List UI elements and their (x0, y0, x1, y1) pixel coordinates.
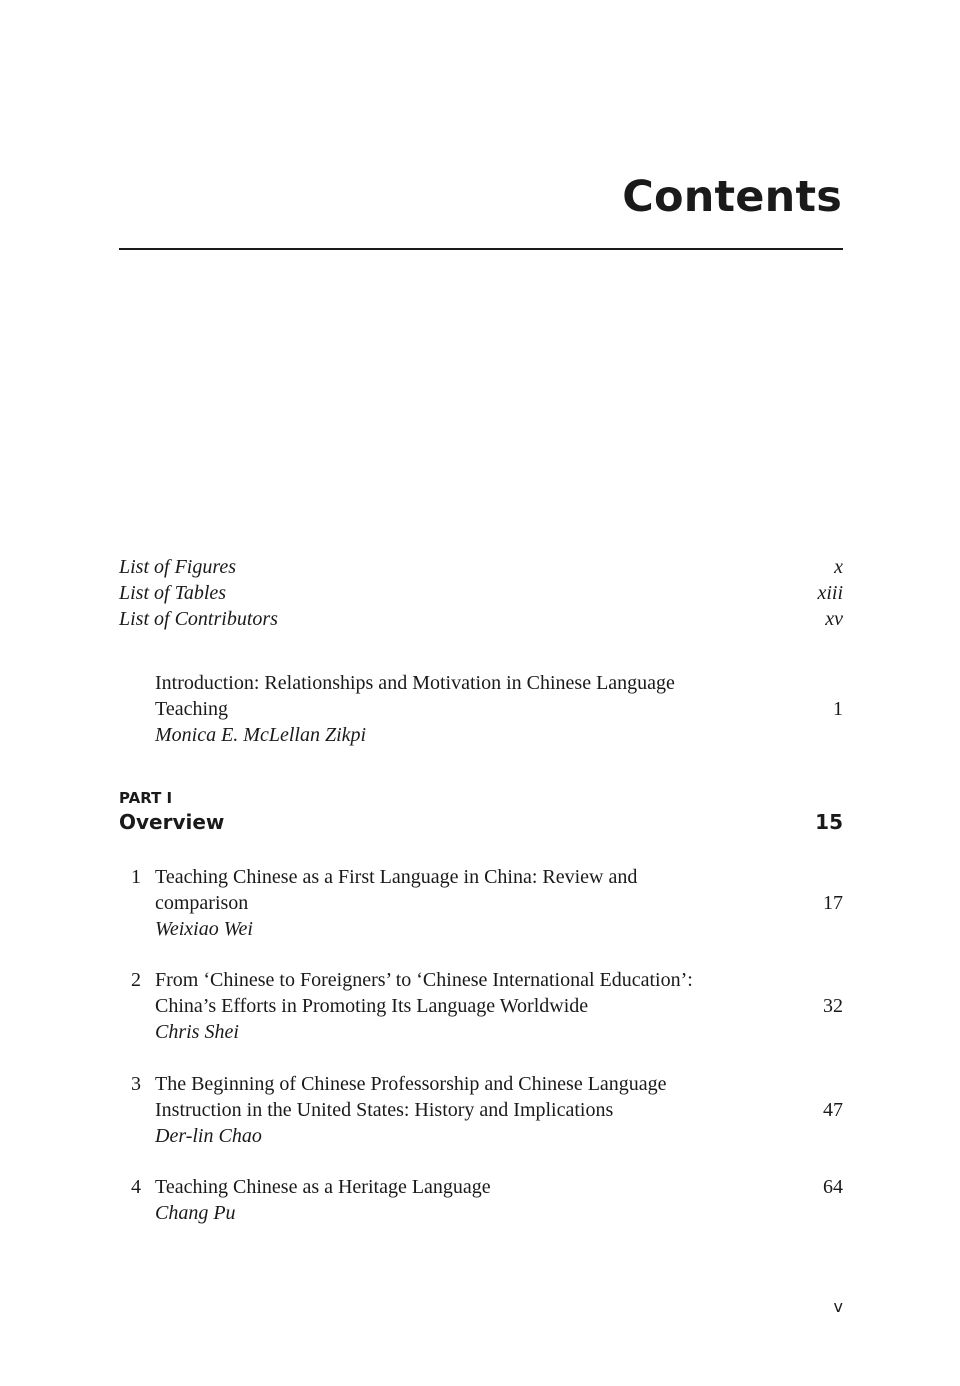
toc-entry-list-of-contributors[interactable] (119, 606, 843, 632)
entry-title-line1: Teaching Chinese as a First Language in China: Review and (155, 866, 638, 888)
entry-page: 17 (823, 892, 843, 914)
title-rule (119, 248, 843, 250)
toc-entry-chapter-3[interactable] (119, 1071, 843, 1149)
entry-title-line1: Teaching Chinese as a Heritage Language (155, 1176, 491, 1198)
part-label: PART I (119, 789, 173, 807)
entry-page: xiii (817, 582, 843, 604)
toc-entry-list-of-figures[interactable] (119, 554, 843, 580)
entry-page: 47 (823, 1099, 843, 1121)
entry-label: List of Figures (119, 556, 237, 578)
entry-page: 64 (823, 1176, 843, 1198)
entry-page: x (834, 556, 843, 578)
entry-page: 32 (823, 995, 843, 1017)
page-number: v (833, 1297, 843, 1316)
chapter-number: 4 (131, 1176, 141, 1198)
entry-label: List of Tables (119, 582, 227, 604)
entry-author: Chris Shei (155, 1021, 239, 1043)
entry-title-line2: comparison (155, 892, 249, 914)
entry-author: Weixiao Wei (155, 918, 253, 940)
part-title[interactable]: Overview (119, 810, 225, 834)
entry-author: Monica E. McLellan Zikpi (155, 724, 367, 746)
toc-entry-introduction[interactable] (119, 670, 843, 748)
chapter-number: 1 (131, 866, 141, 888)
part-page: 15 (815, 810, 843, 834)
entry-page: xv (825, 608, 843, 630)
entry-title-line2: Instruction in the United States: History and Implications (155, 1099, 614, 1121)
entry-author: Der-lin Chao (155, 1125, 262, 1147)
chapter-number: 2 (131, 969, 141, 991)
entry-author: Chang Pu (155, 1202, 236, 1224)
chapter-number: 3 (131, 1073, 141, 1095)
entry-title-line2: Teaching (155, 698, 229, 720)
toc-entry-chapter-1[interactable] (119, 864, 843, 942)
entry-page: 1 (833, 698, 843, 720)
toc-entry-list-of-tables[interactable] (119, 580, 843, 606)
entry-label: List of Contributors (119, 608, 278, 630)
toc-entry-chapter-2[interactable] (119, 967, 843, 1045)
page-title: Contents (622, 172, 842, 222)
entry-title-line2: China’s Efforts in Promoting Its Language Worldwide (155, 995, 589, 1017)
entry-title-line1: The Beginning of Chinese Professorship and Chinese Language (155, 1073, 667, 1095)
toc-entry-chapter-4[interactable] (119, 1174, 843, 1226)
entry-title-line1: Introduction: Relationships and Motivation in Chinese Language (155, 672, 675, 694)
entry-title-line1: From ‘Chinese to Foreigners’ to ‘Chinese International Education’: (155, 969, 693, 991)
